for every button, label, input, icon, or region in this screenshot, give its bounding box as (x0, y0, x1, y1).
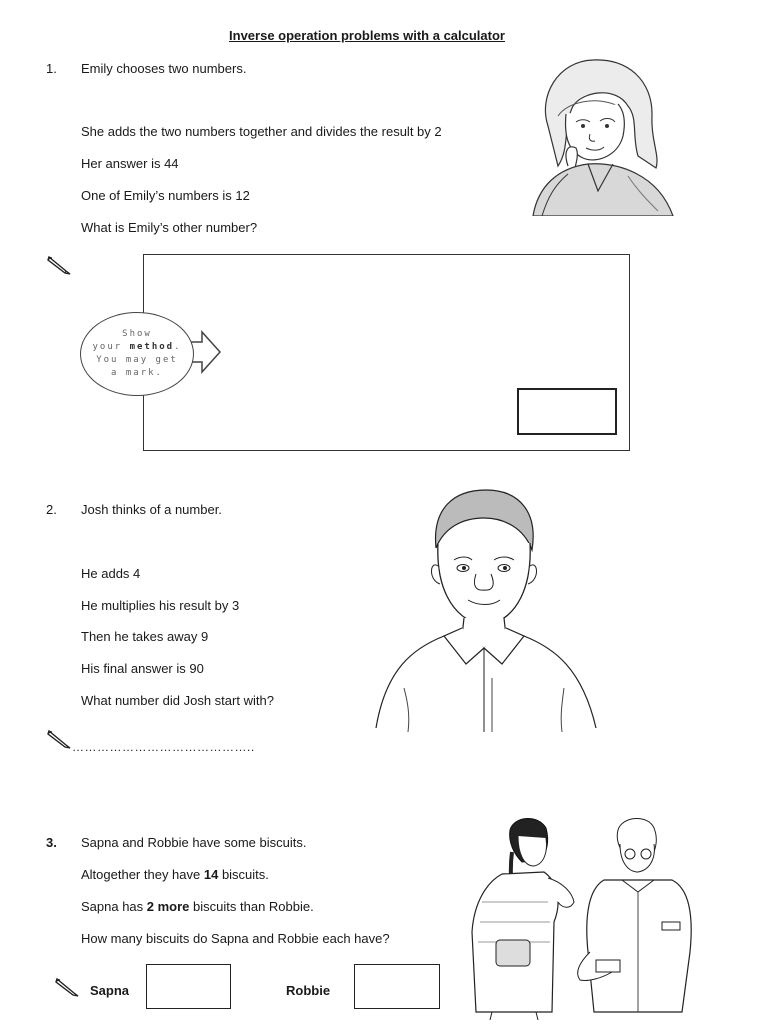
pencil-icon (46, 254, 72, 276)
q1-line-4: One of Emily’s numbers is 12 (81, 188, 250, 203)
q3-line-1: Sapna and Robbie have some biscuits. (81, 835, 307, 850)
q2-line-2: He adds 4 (81, 566, 141, 581)
q1-line-2: She adds the two numbers together and divides the result by 2 (81, 124, 442, 139)
bubble-line-2: your method. (92, 342, 182, 352)
q2-line-6: What number did Josh start with? (81, 693, 274, 708)
q2-line-4: Then he takes away 9 (81, 629, 209, 644)
josh-illustration (374, 488, 600, 732)
q2-line-3: He multiplies his result by 3 (81, 598, 240, 613)
q1-line-1: Emily chooses two numbers. (81, 61, 247, 76)
question-3-number: 3. (46, 835, 57, 850)
q2-line-1: Josh thinks of a number. (81, 502, 222, 517)
q3-line-4: How many biscuits do Sapna and Robbie each have? (81, 931, 390, 946)
question-1-number: 1. (46, 61, 57, 76)
pencil-icon (46, 728, 72, 750)
robbie-answer-box[interactable] (354, 964, 440, 1009)
sapna-answer-box[interactable] (146, 964, 231, 1009)
q3-line-3: Sapna has 2 more biscuits than Robbie. (81, 899, 314, 914)
q1-line-3: Her answer is 44 (81, 156, 179, 171)
q2-line-5: His final answer is 90 (81, 661, 204, 676)
q1-answer-box[interactable] (517, 388, 617, 435)
sapna-robbie-illustration (462, 812, 702, 1020)
question-2-number: 2. (46, 502, 57, 517)
pencil-icon (54, 976, 80, 998)
q2-answer-line[interactable]: …………………………………….. (72, 740, 255, 754)
page-title: Inverse operation problems with a calculator (229, 28, 505, 43)
sapna-label: Sapna (90, 983, 130, 998)
emily-illustration (528, 56, 678, 216)
q3-line-2: Altogether they have 14 biscuits. (81, 867, 269, 882)
q1-line-5: What is Emily’s other number? (81, 220, 258, 235)
robbie-label: Robbie (286, 983, 331, 998)
bubble-line-3: You may get (96, 355, 178, 365)
bubble-line-1: Show (122, 329, 152, 339)
show-method-bubble (80, 312, 194, 396)
bubble-line-4: a mark. (111, 368, 163, 378)
